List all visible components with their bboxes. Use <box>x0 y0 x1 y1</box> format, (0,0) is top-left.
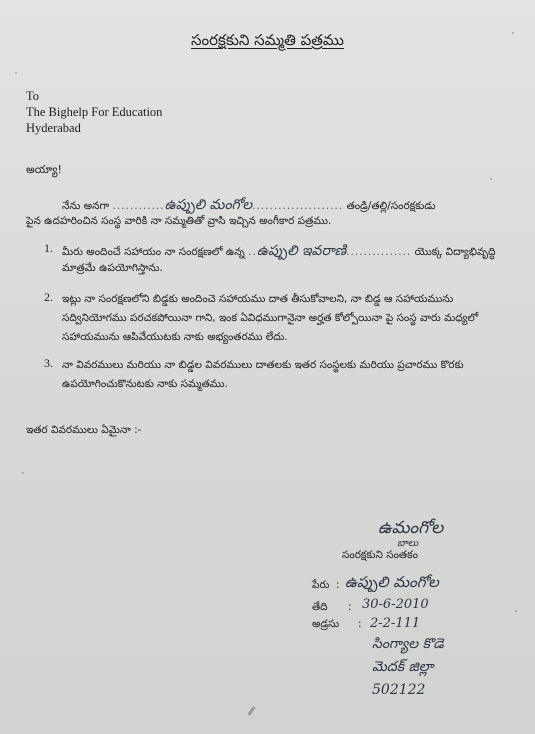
detail-value-name: ఉప్పులి మంగోల <box>345 573 439 591</box>
clause-1-part1: మీరు అందించే సహాయం నా సంరక్షణలో ఉన్న <box>62 246 245 258</box>
clause-number: 3. <box>44 356 53 370</box>
detail-colon: : <box>358 618 362 630</box>
detail-value-address: 2-2-111 <box>370 616 421 631</box>
fill-dots: ............ <box>112 200 165 212</box>
scan-speck <box>490 178 492 180</box>
detail-label-address: అడ్రసు <box>312 618 340 630</box>
address-line: సింగ్యాల కొడె <box>372 636 444 652</box>
clause-number: 1. <box>44 241 53 255</box>
signature-handwritten: ఉమంగోల <box>378 518 444 538</box>
scan-speck <box>15 72 17 74</box>
scan-speck <box>247 706 255 716</box>
clause-3-line: ఉపయోగించుకొనుటకు నాకు సమ్మతము. <box>62 378 228 390</box>
recipient-org: The Bighelp For Education <box>26 105 163 119</box>
signature-mark: బాలు <box>397 538 419 549</box>
detail-colon: : <box>336 579 340 591</box>
salutation: అయ్యా! <box>26 163 62 176</box>
child-name-handwritten: ఉప్పులి ఇవరాణి <box>256 243 347 259</box>
recipient-block <box>26 88 162 136</box>
detail-colon: : <box>348 601 352 613</box>
clause-1-part2: యొక్క విద్యాభివృద్ధి <box>414 246 496 258</box>
address-line: 502122 <box>372 682 426 698</box>
clause-2-line: ఇట్లు నా సంరక్షణలోని బిడ్డకు అందించె సహాయము దాత తీసుకోవాలని, నా బిడ్డ ఆ సహాయమును <box>62 293 454 305</box>
clause-3-line: నా వివరములు మరియు నా బిడ్డల వివరములు దాతలకు ఇతర సంస్థలకు మరియు ప్రచారము కొరకు <box>62 359 464 371</box>
intro-relation: తండ్రి/తల్లి/సంరక్షకుడు <box>346 200 436 212</box>
clause-number: 2. <box>44 290 53 304</box>
detail-value-date: 30-6-2010 <box>362 597 429 612</box>
detail-label-date: తేది <box>312 601 328 613</box>
intro-line-2: పైన ఉదహరించిన సంస్థ వారికి నా సమ్మతితో వ్రాసి ఇచ్చిన అంగీకార పత్రము. <box>26 215 332 227</box>
address-line: మెదక్ జిల్లా <box>372 659 434 675</box>
signature-caption: సంరక్షకుని సంతకం <box>342 549 418 561</box>
recipient-city: Hyderabad <box>26 121 81 135</box>
clause-2-line: సహాయమును ఆపివేయుటకు నాకు అభ్యంతరము లేదు. <box>62 331 288 343</box>
guardian-name-handwritten: ఉప్పులి మంగోల <box>164 197 253 213</box>
other-details: ఇతర వివరములు ఏమైనా :- <box>26 424 142 436</box>
clause-1-line-1 <box>62 243 496 262</box>
intro-prefix: నేను అనగా <box>62 200 110 212</box>
clause-3 <box>62 356 532 394</box>
fill-dots: .. <box>248 246 257 258</box>
fill-dots: ..................... <box>252 200 344 212</box>
scan-speck <box>515 610 517 612</box>
clause-2 <box>62 290 532 347</box>
intro-line-1 <box>62 197 436 216</box>
clause-1-line-2: మాత్రమే ఉపయోగిస్తాను. <box>62 262 163 274</box>
clause-2-line: సద్వినియోగము పరచకపోయినా గాని, ఇంక ఏవిధముగానైనా అర్హత కోల్పోయినా పై సంస్థ వారు మధ్యలో <box>62 312 479 324</box>
fill-dots: ............... <box>346 246 412 258</box>
detail-label-name: పేరు <box>312 579 330 591</box>
document-title: సంరక్షకుని సమ్మతి పత్రము <box>191 31 344 49</box>
recipient-to: To <box>26 89 40 103</box>
scan-speck <box>22 472 24 474</box>
